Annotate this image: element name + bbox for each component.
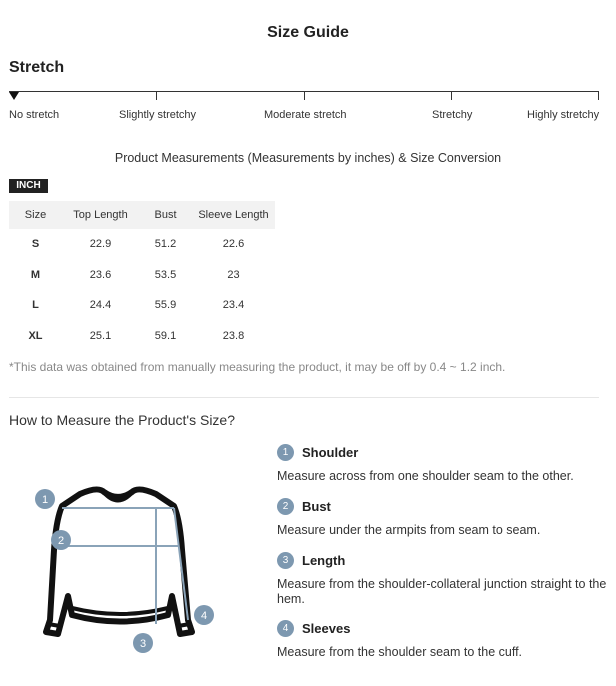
stretch-level-stretchy: Stretchy bbox=[432, 109, 473, 121]
table-cell: 51.2 bbox=[154, 238, 177, 251]
measure-description: Measure across from one shoulder seam to the other. bbox=[277, 469, 574, 483]
table-cell: 55.9 bbox=[154, 299, 177, 312]
table-row bbox=[9, 260, 275, 291]
table-header-row bbox=[9, 201, 275, 229]
table-cell: 23.8 bbox=[222, 329, 245, 342]
measure-description: Measure from the shoulder-collateral junction straight to the hem. bbox=[277, 577, 607, 606]
size-cell: XL bbox=[28, 329, 43, 342]
measure-name: Length bbox=[302, 552, 346, 568]
number-badge: 2 bbox=[277, 498, 294, 515]
section-divider bbox=[9, 397, 599, 398]
measurements-subtitle: Product Measurements (Measurements by inches) & Size Conversion bbox=[114, 151, 502, 165]
stretch-title: Stretch bbox=[9, 59, 65, 76]
stretch-level-moderate: Moderate stretch bbox=[264, 109, 347, 121]
table-row bbox=[9, 321, 275, 352]
table-cell: 22.6 bbox=[222, 238, 245, 251]
measure-name: Sleeves bbox=[302, 620, 351, 636]
measurement-note: *This data was obtained from manually measuring the product, it may be off by 0.4 ~ 1.2 inch. bbox=[9, 360, 506, 374]
size-cell: L bbox=[32, 299, 39, 312]
marker-bust bbox=[51, 530, 71, 550]
stretch-tick bbox=[598, 91, 599, 100]
measure-description: Measure from the shoulder seam to the cuff. bbox=[277, 645, 523, 659]
stretch-level-slight: Slightly stretchy bbox=[119, 109, 197, 121]
measure-item-shoulder bbox=[277, 443, 607, 484]
table-cell: 22.9 bbox=[89, 238, 112, 251]
measure-name: Bust bbox=[302, 498, 331, 514]
measure-description: Measure under the armpits from seam to seam. bbox=[277, 523, 541, 537]
page-title: Size Guide bbox=[267, 24, 349, 41]
stretch-level-none: No stretch bbox=[9, 109, 60, 121]
table-cell: 23.4 bbox=[222, 299, 245, 312]
table-row bbox=[9, 290, 275, 321]
table-cell: 25.1 bbox=[89, 329, 112, 342]
table-row bbox=[9, 229, 275, 260]
number-badge: 4 bbox=[277, 620, 294, 637]
measure-item-bust bbox=[277, 497, 607, 538]
number-badge: 3 bbox=[277, 552, 294, 569]
marker-length bbox=[133, 633, 153, 653]
column-header: Size bbox=[9, 201, 62, 229]
column-header: Bust bbox=[139, 201, 192, 229]
measure-name: Shoulder bbox=[302, 444, 359, 460]
size-table bbox=[9, 201, 275, 351]
size-cell: M bbox=[30, 268, 41, 281]
stretch-tick bbox=[304, 91, 305, 100]
table-cell: 59.1 bbox=[154, 329, 177, 342]
stretch-level-highly: Highly stretchy bbox=[527, 109, 600, 121]
svg-text:3: 3 bbox=[139, 638, 147, 650]
svg-text:1: 1 bbox=[41, 494, 49, 506]
stretch-tick bbox=[451, 91, 452, 100]
stretch-marker-icon bbox=[9, 92, 19, 100]
table-cell: 24.4 bbox=[89, 299, 112, 312]
stretch-tick bbox=[156, 91, 157, 100]
marker-sleeves bbox=[194, 605, 214, 625]
table-cell: 23.6 bbox=[89, 268, 112, 281]
number-badge: 1 bbox=[277, 444, 294, 461]
table-cell: 53.5 bbox=[154, 268, 177, 281]
sweatshirt-diagram-icon bbox=[28, 480, 228, 660]
column-header: Top Length bbox=[62, 201, 139, 229]
how-to-measure-title: How to Measure the Product's Size? bbox=[9, 412, 236, 428]
measure-item-length bbox=[277, 551, 607, 607]
table-cell: 23 bbox=[227, 268, 240, 281]
unit-badge[interactable]: INCH bbox=[9, 179, 48, 193]
svg-text:4: 4 bbox=[200, 610, 208, 622]
marker-shoulder bbox=[35, 489, 55, 509]
svg-text:2: 2 bbox=[57, 535, 65, 547]
column-header: Sleeve Length bbox=[192, 201, 275, 229]
measure-item-sleeves bbox=[277, 619, 607, 660]
size-cell: S bbox=[31, 238, 40, 251]
